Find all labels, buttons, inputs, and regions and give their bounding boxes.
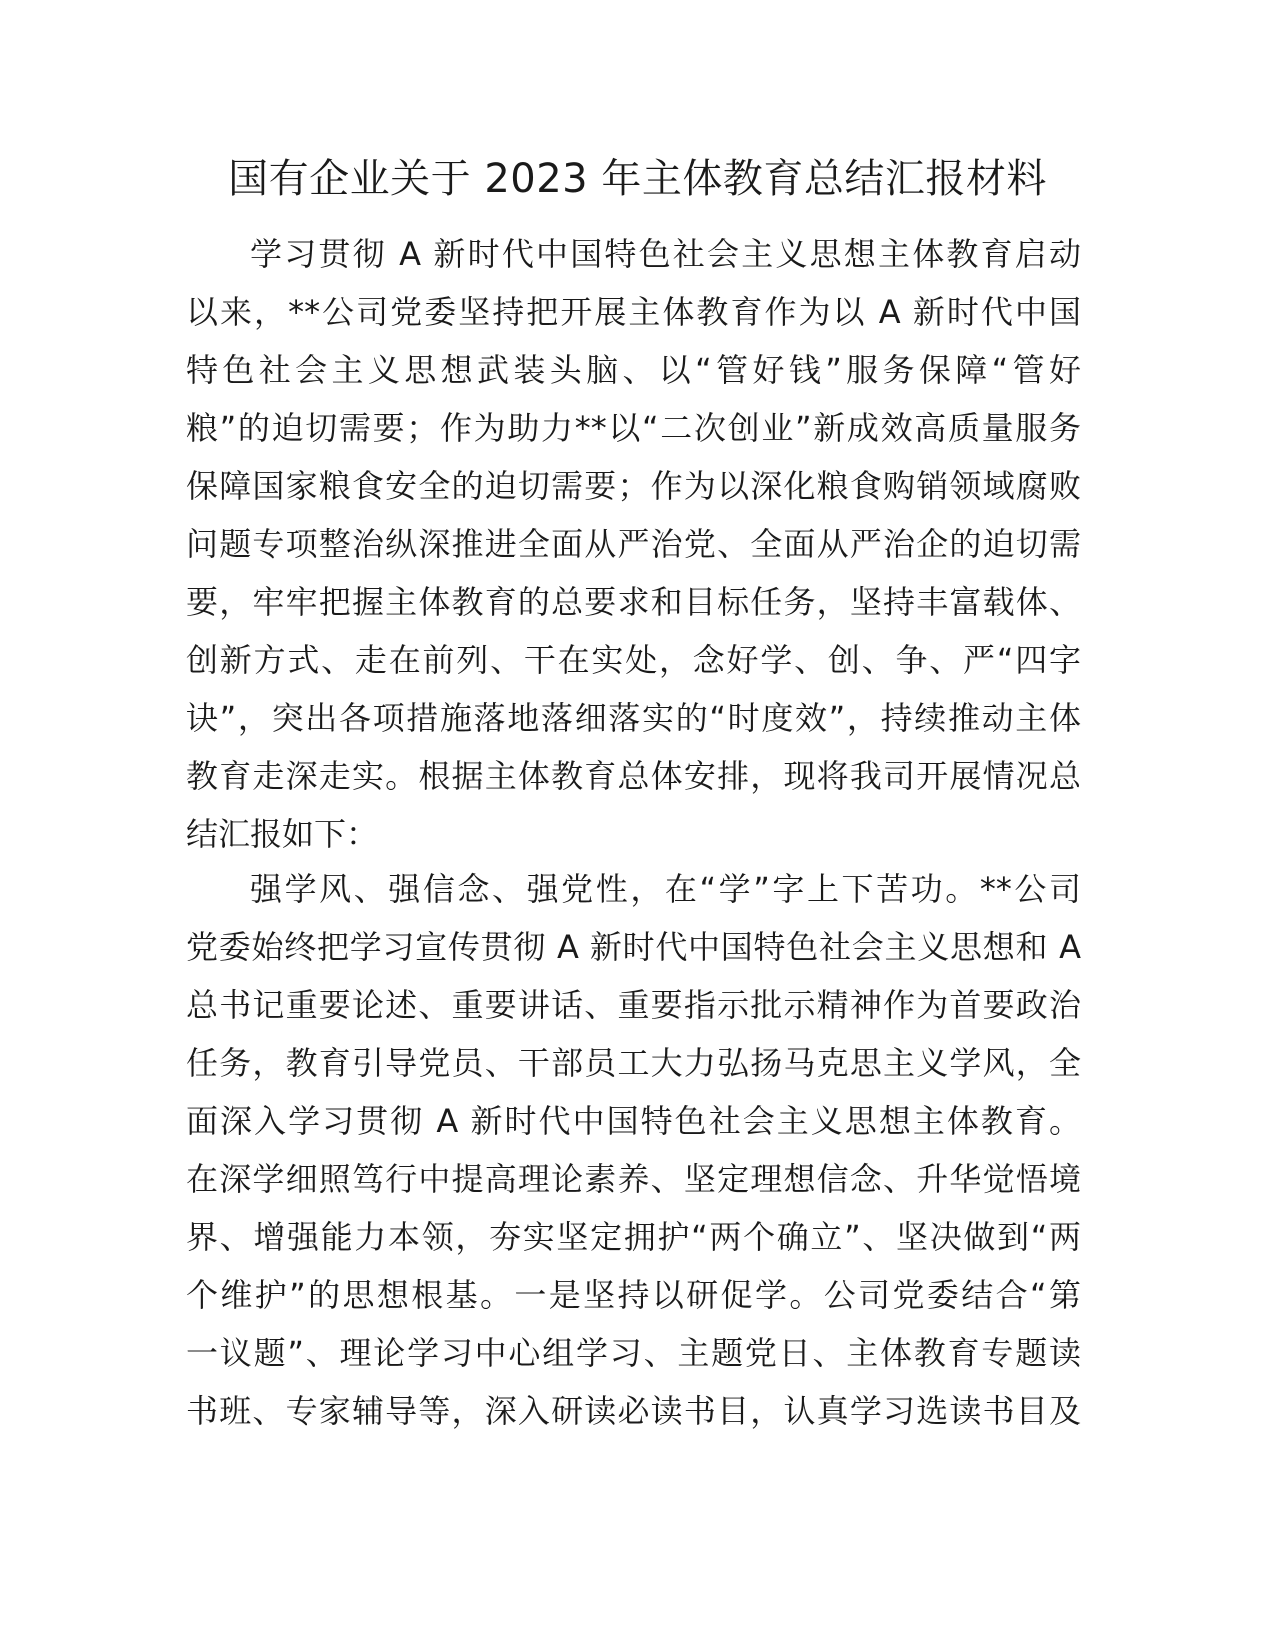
paragraph-line: 特色社会主义思想武装头脑、以“管好钱”服务保障“管好 [186,351,1081,389]
paragraph-line: 任务，教育引导党员、干部员工大力弘扬马克思主义学风，全 [186,1044,1081,1082]
document-title: 国有企业关于 2023 年主体教育总结汇报材料 [228,156,1047,202]
paragraph-line: 党委始终把学习宣传贯彻 A 新时代中国特色社会主义思想和 A [186,928,1081,966]
paragraph-line: 创新方式、走在前列、干在实处，念好学、创、争、严“四字 [186,641,1081,679]
paragraph-line: 保障国家粮食安全的迫切需要；作为以深化粮食购销领域腐败 [186,467,1081,505]
paragraph-line: 界、增强能力本领，夯实坚定拥护“两个确立”、坚决做到“两 [186,1218,1081,1256]
paragraph-line: 结汇报如下： [186,815,379,853]
paragraph-line: 个维护”的思想根基。一是坚持以研促学。公司党委结合“第 [186,1276,1081,1314]
paragraph-line: 要，牢牢把握主体教育的总要求和目标任务，坚持丰富载体、 [186,583,1081,621]
paragraph-line: 以来，**公司党委坚持把开展主体教育作为以 A 新时代中国 [186,293,1081,331]
paragraph-line: 一议题”、理论学习中心组学习、主题党日、主体教育专题读 [186,1334,1081,1372]
paragraph-line: 强学风、强信念、强党性，在“学”字上下苦功。**公司 [250,870,1081,908]
paragraph-line: 学习贯彻 A 新时代中国特色社会主义思想主体教育启动 [250,235,1081,273]
paragraph-line: 面深入学习贯彻 A 新时代中国特色社会主义思想主体教育。 [186,1102,1081,1140]
paragraph-1 [186,225,1081,863]
paragraph-line: 粮”的迫切需要；作为助力**以“二次创业”新成效高质量服务 [186,409,1081,447]
paragraph-line: 诀”，突出各项措施落地落细落实的“时度效”，持续推动主体 [186,699,1081,737]
paragraph-line: 书班、专家辅导等，深入研读必读书目，认真学习选读书目及 [186,1392,1081,1430]
paragraph-line: 总书记重要论述、重要讲话、重要指示批示精神作为首要政治 [186,986,1081,1024]
paragraph-line: 在深学细照笃行中提高理论素养、坚定理想信念、升华觉悟境 [186,1160,1081,1198]
paragraph-line: 问题专项整治纵深推进全面从严治党、全面从严治企的迫切需 [186,525,1081,563]
paragraph-2 [186,860,1081,1440]
paragraph-line: 教育走深走实。根据主体教育总体安排，现将我司开展情况总 [186,757,1081,795]
